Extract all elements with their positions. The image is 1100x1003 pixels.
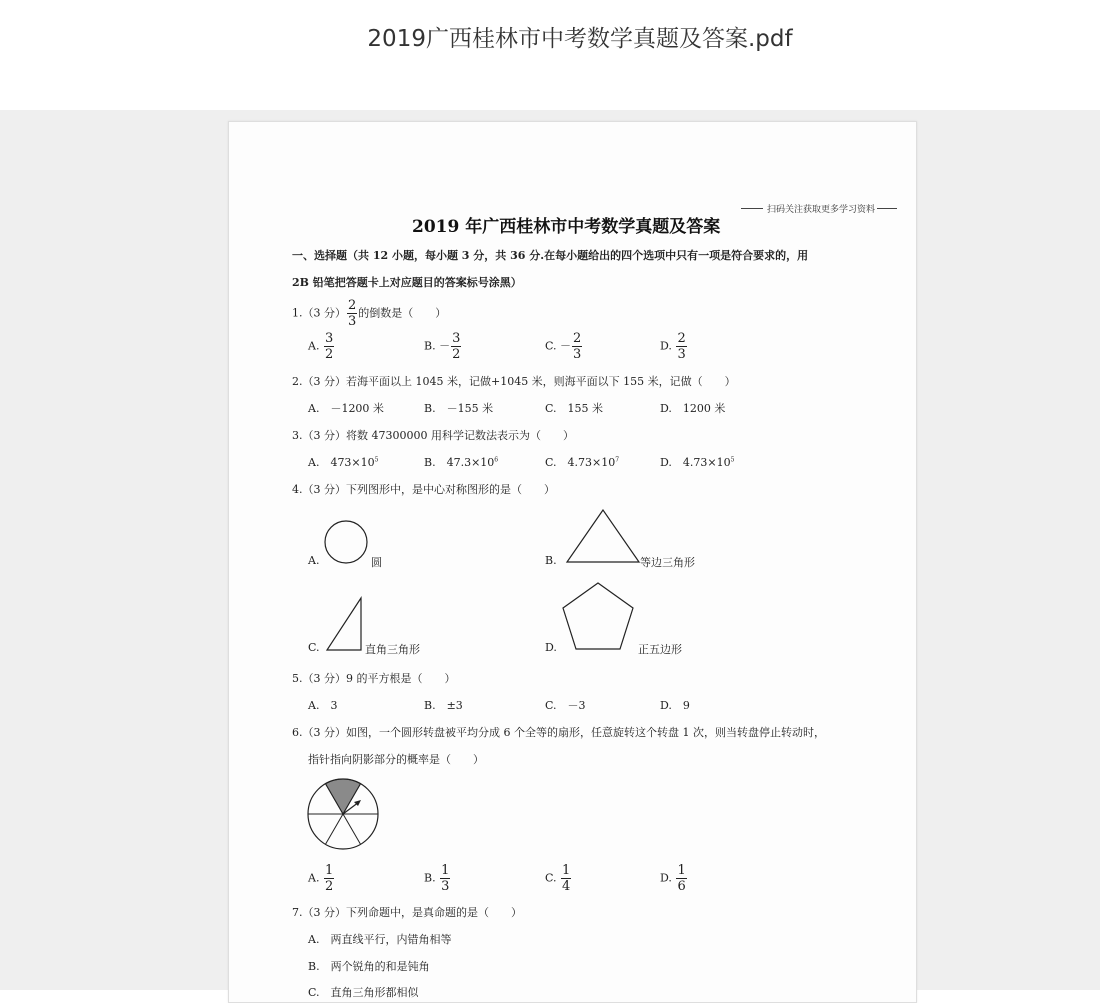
section-heading-cont: 2B 铅笔把答题卡上对应题目的答案标号涂黑） <box>292 276 522 289</box>
q6-option-c: C. $\frac{1}{4}$ <box>545 863 571 894</box>
q4-option-c-label: C. <box>308 641 320 654</box>
q4-option-d-label: D. <box>545 641 557 654</box>
equilateral-triangle-figure <box>565 508 641 564</box>
header-rule-right <box>877 208 897 209</box>
question-2: 2.（3 分）若海平面以上 1045 米，记做+1045 米，则海平面以下 155 米，记做（ ） <box>292 375 736 388</box>
question-3: 3.（3 分）将数 47300000 用科学记数法表示为（ ） <box>292 429 574 442</box>
question-4: 4.（3 分）下列图形中，是中心对称图形的是（ ） <box>292 483 555 496</box>
q3-option-d: D. $4.73\times 10^5$ <box>660 456 735 469</box>
question-6: 6.（3 分）如图，一个圆形转盘被平均分成 6 个全等的扇形，任意旋转这个转盘 1 次，则当转盘停止转动时， <box>292 726 825 739</box>
question-6-cont: 指针指向阴影部分的概率是（ ） <box>308 753 484 766</box>
top-bar <box>0 0 1100 110</box>
q5-option-c: C. －3 <box>545 699 586 712</box>
q1-option-c: C. － $\frac{2}{3}$ <box>545 331 582 362</box>
header-rule-left <box>741 208 763 209</box>
spinner-figure <box>307 778 379 850</box>
pdf-page <box>228 121 917 1003</box>
q5-option-b: B. ±3 <box>424 699 463 712</box>
q4-option-b-caption: 等边三角形 <box>640 556 695 569</box>
q5-option-a: A. 3 <box>308 699 338 712</box>
section-heading: 一、选择题（共 12 小题，每小题 3 分，共 36 分.在每小题给出的四个选项中只有一项是符合要求的，用 <box>292 249 809 262</box>
q2-option-d: D. 1200 米 <box>660 402 726 415</box>
q2-option-c: C. 155 米 <box>545 402 604 415</box>
q7-option-b: B. 两个锐角的和是钝角 <box>308 960 430 973</box>
question-1: 1.（3 分） $\frac{2}{3}$ 的倒数是（ ） <box>292 298 447 329</box>
q4-option-a-caption: 圆 <box>371 556 382 569</box>
q1-option-d: D. $\frac{2}{3}$ <box>660 331 686 362</box>
q4-option-c-caption: 直角三角形 <box>365 643 420 656</box>
header-note: 扫码关注获取更多学习资料 <box>767 205 876 215</box>
fraction: $\frac{2}{3}$ <box>348 298 357 329</box>
q1-option-a: A. $\frac{3}{2}$ <box>308 331 334 362</box>
q3-option-a: A. $473\times 10^5$ <box>308 456 379 469</box>
q3-option-c: C. $4.73\times 10^7$ <box>545 456 620 469</box>
q7-option-c: C. 直角三角形都相似 <box>308 986 419 999</box>
q6-option-d: D. $\frac{1}{6}$ <box>660 863 686 894</box>
q5-option-d: D. 9 <box>660 699 690 712</box>
q1-option-b: B. － $\frac{3}{2}$ <box>424 331 461 362</box>
q2-option-a: A. －1200 米 <box>308 402 384 415</box>
q6-option-b: B. $\frac{1}{3}$ <box>424 863 450 894</box>
right-triangle-figure <box>325 596 365 652</box>
pentagon-figure <box>561 581 635 651</box>
q3-option-b: B. $47.3\times 10^6$ <box>424 456 499 469</box>
circle-figure <box>323 519 369 565</box>
q6-option-a: A. $\frac{1}{2}$ <box>308 863 334 894</box>
q4-option-a-label: A. <box>308 554 320 567</box>
page-title: 2019 年广西桂林市中考数学真题及答案 <box>412 217 721 237</box>
q7-option-a: A. 两直线平行，内错角相等 <box>308 933 452 946</box>
q2-option-b: B. －155 米 <box>424 402 494 415</box>
question-7: 7.（3 分）下列命题中，是真命题的是（ ） <box>292 906 522 919</box>
question-5: 5.（3 分）9 的平方根是（ ） <box>292 672 456 685</box>
document-title: 2019广西桂林市中考数学真题及答案.pdf <box>367 26 793 52</box>
q4-option-d-caption: 正五边形 <box>638 643 682 656</box>
q4-option-b-label: B. <box>545 554 557 567</box>
